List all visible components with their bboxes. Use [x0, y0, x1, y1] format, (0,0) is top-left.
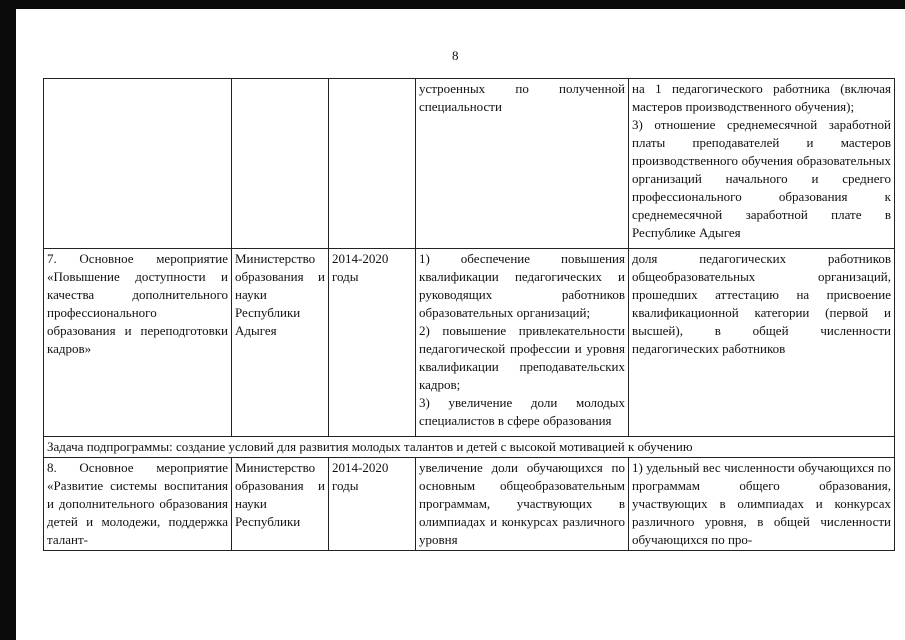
executor-cell: [232, 79, 329, 249]
measures-table: [43, 78, 895, 551]
subprogram-task: Задача подпрограммы: создание условий для развития молодых талантов и детей с высокой мотивацией к обучению: [44, 437, 895, 458]
results-cell: 1) обеспечение повышения квалификации педагогических и руководящих работников образовательных организаций; 2) повышение привлекательности педагогической профессии и уровня квалификации преподавательских кадров; 3) увеличение доли молодых специалистов в сфере образования: [416, 249, 629, 437]
measure-cell: [44, 79, 232, 249]
results-cell: устроенных по полученной специальности: [416, 79, 629, 249]
measure-cell: 7. Основное мероприятие «Повышение доступности и качества дополнительного профессионального образования и переподготовки кадров»: [44, 249, 232, 437]
period-cell: [329, 79, 416, 249]
results-cell: увеличение доли обучающихся по основным общеобразовательным программам, участвующих в олимпиадах и конкурсах различного уровня: [416, 458, 629, 551]
indicators-cell: доля педагогических работников общеобразовательных организаций, прошедших аттестацию на присвоение квалификационной категории (первой и высшей), в общей численности педагогических работников: [629, 249, 895, 437]
period-cell: 2014-2020 годы: [329, 249, 416, 437]
indicators-cell: на 1 педагогического работника (включая мастеров производственного обучения); 3) отношение среднемесячной заработной платы преподавателей и мастеров производственного обучения образовательных организаций начального и среднего профессионального образования к среднемесячной заработной плате в Республике Адыгея: [629, 79, 895, 249]
subprogram-task-row: [44, 437, 895, 458]
scan-border-left: [0, 0, 16, 640]
executor-cell: Министерство образования и науки Республики Адыгея: [232, 249, 329, 437]
scan-border-top: [0, 0, 905, 9]
indicators-cell: 1) удельный вес численности обучающихся по программам общего образования, участвующих в олимпиадах и конкурсах различного уровня, в общей численности обучающихся по про-: [629, 458, 895, 551]
table-row: [44, 249, 895, 437]
table-row: [44, 458, 895, 551]
period-cell: 2014-2020 годы: [329, 458, 416, 551]
page-number: 8: [452, 48, 459, 63]
table-row: [44, 79, 895, 249]
measure-cell: 8. Основное мероприятие «Развитие системы воспитания и дополнительного образования детей и молодежи, поддержка талант-: [44, 458, 232, 551]
executor-cell: Министерство образования и науки Республики: [232, 458, 329, 551]
